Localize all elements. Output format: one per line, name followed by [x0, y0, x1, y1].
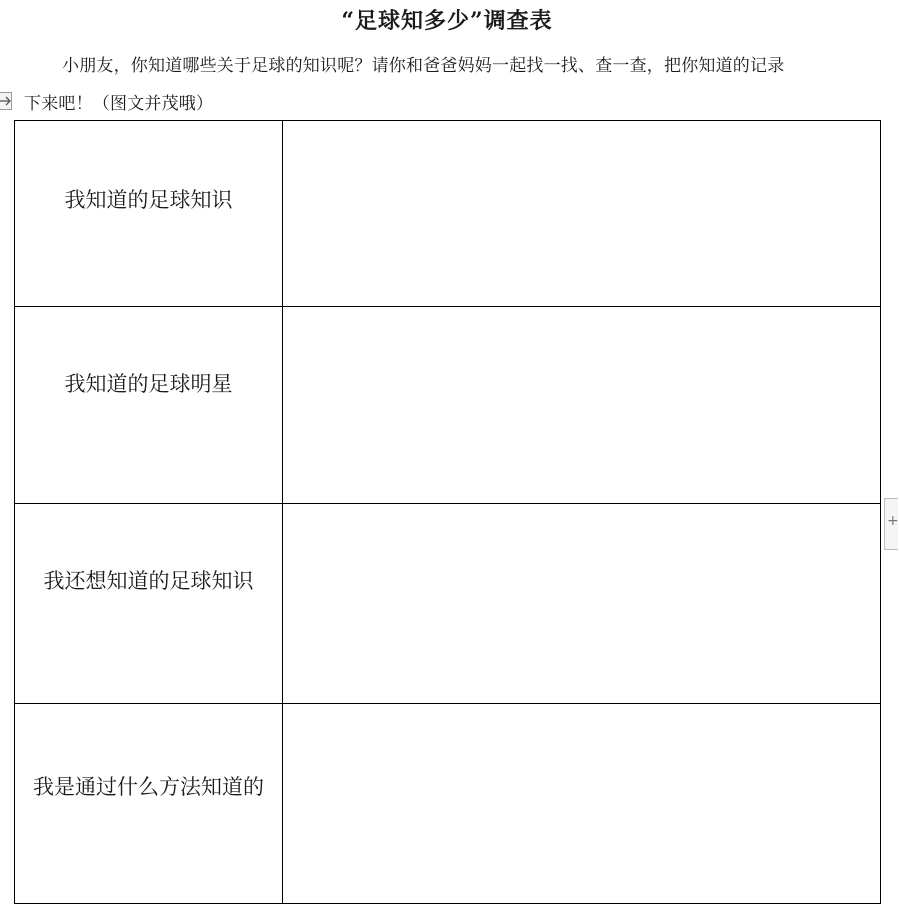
answer-cell[interactable] — [283, 121, 881, 307]
answer-cell[interactable] — [283, 307, 881, 504]
plus-icon: + — [887, 513, 899, 529]
row-label: 我知道的足球知识 — [64, 187, 233, 212]
table-edge-add-handle[interactable] — [884, 498, 898, 550]
row-label-cell — [15, 121, 283, 307]
table-row — [15, 504, 881, 704]
table-row — [15, 307, 881, 504]
answer-cell[interactable] — [283, 704, 881, 904]
table-move-handle[interactable] — [0, 92, 12, 110]
table-row — [15, 704, 881, 904]
row-label: 我还想知道的足球知识 — [43, 568, 254, 593]
intro-text-line-2: 下来吧！（图文并茂哦） — [24, 94, 214, 114]
row-label: 我是通过什么方法知道的 — [33, 774, 264, 799]
row-label: 我知道的足球明星 — [64, 372, 233, 396]
document-title: “足球知多少”调查表 — [341, 8, 553, 34]
table-move-icon — [0, 93, 11, 109]
row-label-cell — [15, 504, 283, 704]
row-label-cell — [15, 307, 283, 504]
survey-table — [14, 120, 881, 904]
answer-cell[interactable] — [283, 504, 881, 704]
intro-text-line-1: 小朋友，你知道哪些关于足球的知识呢？请你和爸爸妈妈一起找一找、查一查，把你知道的记录 — [62, 56, 785, 76]
row-label-cell — [15, 704, 283, 904]
table-row — [15, 121, 881, 307]
